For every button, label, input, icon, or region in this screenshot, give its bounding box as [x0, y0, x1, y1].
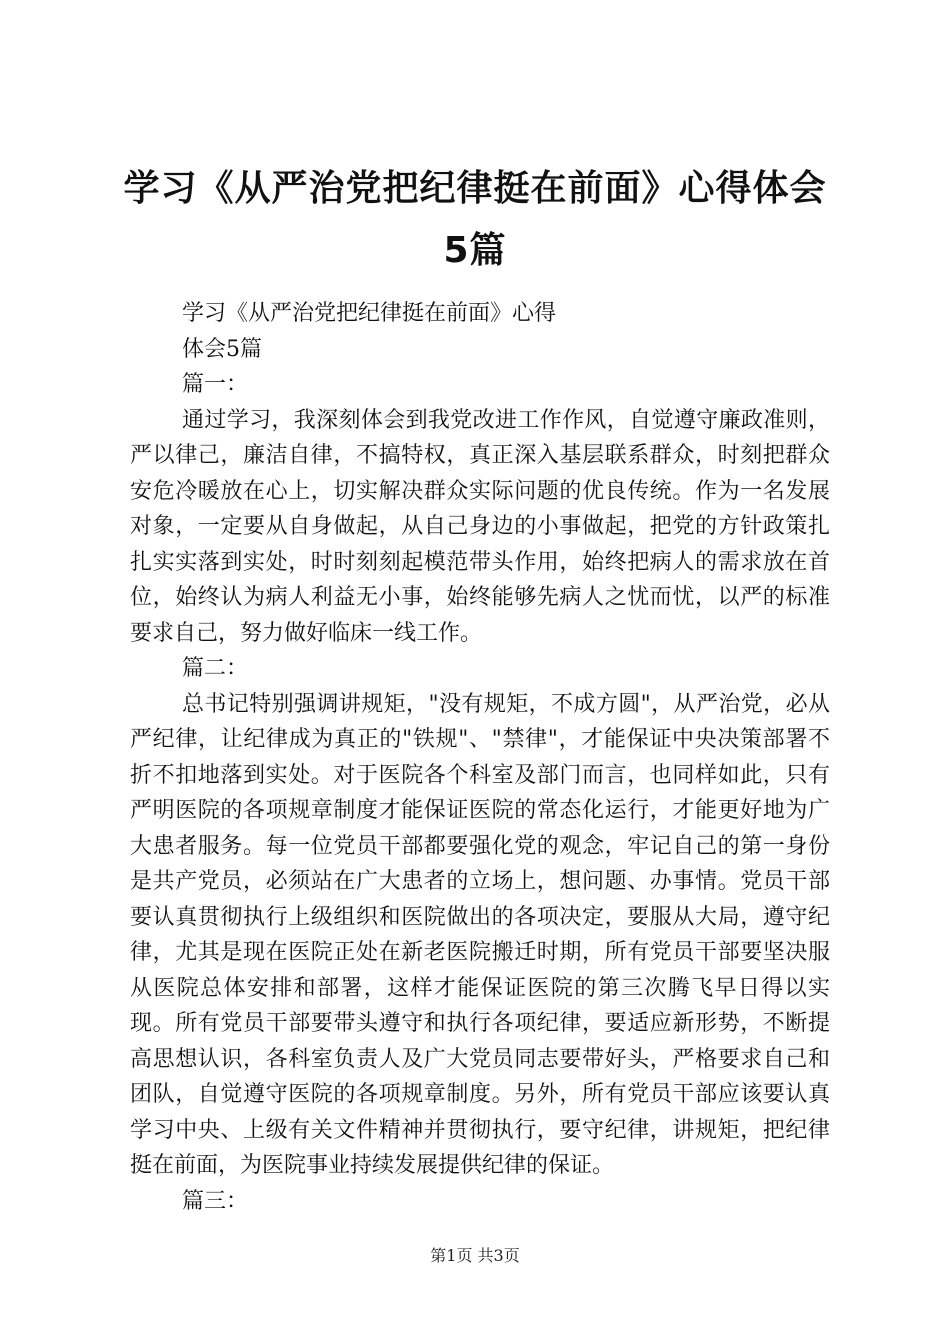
- document-body: [130, 296, 830, 1219]
- document-title: 学习《从严治党把纪律挺在前面》心得体会5篇: [123, 168, 827, 271]
- subtitle-line-2: 体会5篇: [182, 336, 262, 362]
- subtitle-line-1: 学习《从严治党把纪律挺在前面》心得: [182, 301, 557, 326]
- section-paragraph-1: 通过学习，我深刻体会到我党改进工作作风，自觉遵守廉政准则，严以律己，廉洁自律，不搞特权，真正深入基层联系群众，时刻把群众安危冷暖放在心上，切实解决群众实际问题的优良传统。作为一名发展对象，一定要从自身做起，从自己身边的小事做起，把党的方针政策扎扎实实落到实处，时时刻刻起模范带头作用，始终把病人的需求放在首位，始终认为病人利益无小事，始终能够先病人之忧而忧，以严的标准要求自己，努力做好临床一线工作。: [130, 407, 830, 646]
- section-label-2: 篇二：: [182, 656, 249, 681]
- section-label-3: 篇三：: [182, 1188, 249, 1214]
- section-label-1: 篇一：: [182, 372, 249, 397]
- page-footer: 第1页 共3页: [430, 1246, 520, 1265]
- section-paragraph-2: 总书记特别强调讲规矩，"没有规矩，不成方圆"，从严治党，必从严纪律，让纪律成为真正的"铁规"、"禁律"，才能保证中央决策部署不折不扣地落到实处。对于医院各个科室及部门而言，也同样如此，只有严明医院的各项规章制度才能保证医院的常态化运行，才能更好地为广大患者服务。每一位党员干部都要强化党的观念，牢记自己的第一身份是共产党员，必须站在广大患者的立场上，想问题、办事情。党员干部要认真贯彻执行上级组织和医院做出的各项决定，要服从大局，遵守纪律，尤其是现在医院正处在新老医院搬迁时期，所有党员干部要坚决服从医院总体安排和部署，这样才能保证医院的第三次腾飞早日得以实现。所有党员干部要带头遵守和执行各项纪律，要适应新形势，不断提高思想认识，各科室负责人及广大党员同志要带好头，严格要求自己和团队，自觉遵守医院的各项规章制度。另外，所有党员干部应该要认真学习中央、上级有关文件精神并贯彻执行，要守纪律，讲规矩，把纪律挺在前面，为医院事业持续发展提供纪律的保证。: [130, 691, 830, 1178]
